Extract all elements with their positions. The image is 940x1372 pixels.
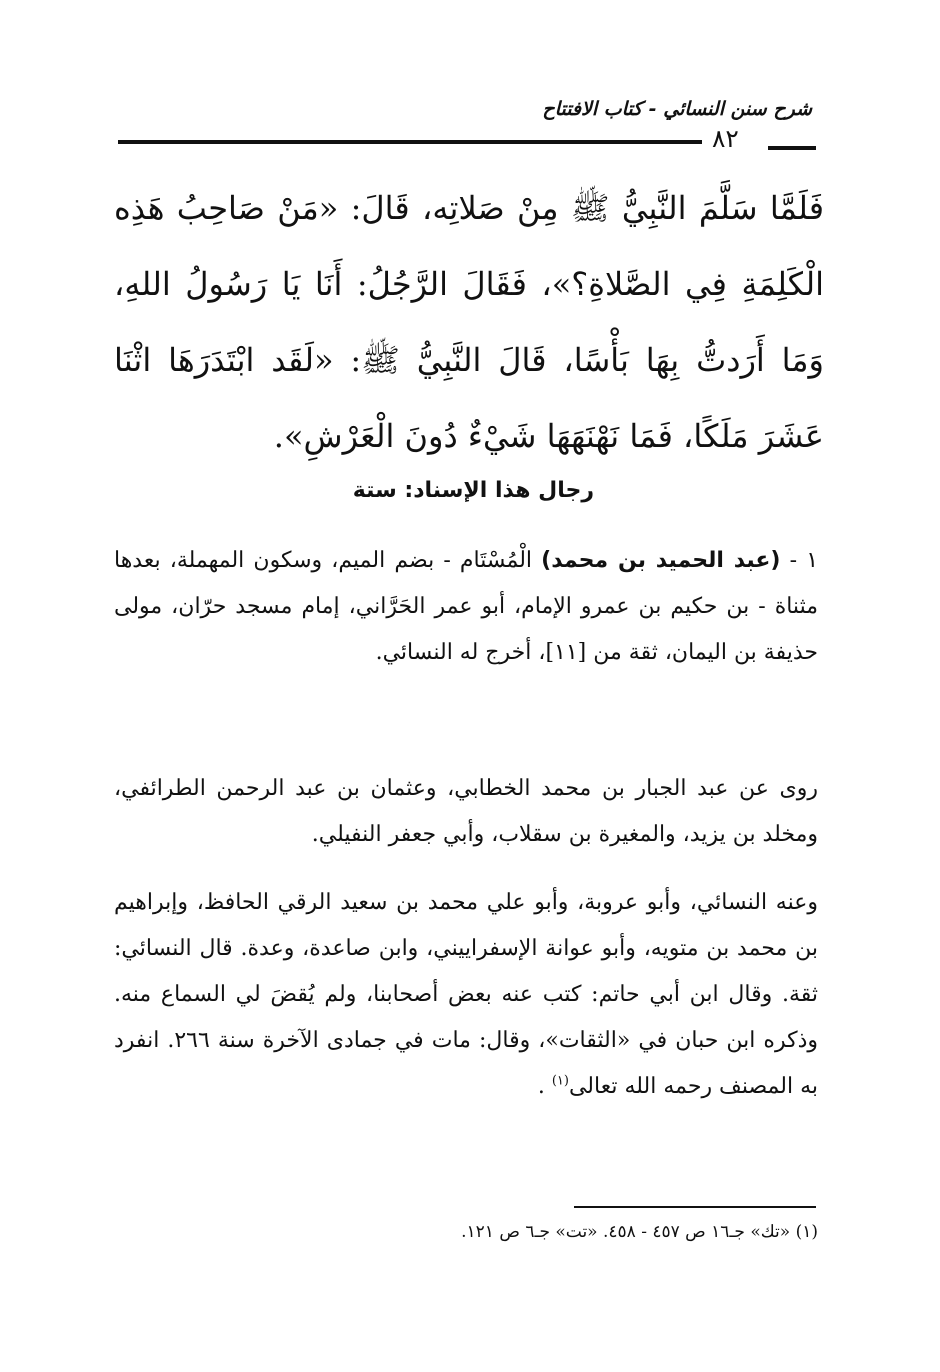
page-number-rule (768, 146, 816, 150)
footnote-rule (574, 1206, 816, 1208)
footnote-reference[interactable]: (١) (551, 1073, 569, 1089)
page-number: ٨٢ (712, 124, 739, 153)
narrator-description: الْمُسْتَام - بضم الميم، وسكون المهملة، بعدها مثناة - بن حكيم بن عمرو الإمام، أبو عمر الحَرَّاني، إمام مسجد حرّان، مولى حذيفة بن اليمان، ثقة من [١١]، أخرج له النسائي. (114, 548, 818, 665)
students-text-end: . (537, 1074, 552, 1099)
header-rule (118, 140, 702, 144)
section-heading: رجال هذا الإسناد: ستة (352, 478, 594, 503)
narrator-number: ١ - (780, 548, 819, 573)
narrator-name: (عبد الحميد بن محمد) (541, 548, 781, 573)
narrator-paragraph (114, 538, 818, 676)
running-head: شرح سنن النسائي - كتاب الافتتاح (542, 98, 812, 120)
students-paragraph (114, 880, 818, 1110)
hadith-text: فَلَمَّا سَلَّمَ النَّبِيُّ ﷺ مِنْ صَلاتِه، قَالَ: «مَنْ صَاحِبُ هَذِه الْكَلِمَةِ فِي الصَّلاةِ؟»، فَقَالَ الرَّجُلُ: أَنَا يَا رَسُولُ اللهِ، وَمَا أَرَدتُّ بِهَا بَأْسًا، قَالَ النَّبِيُّ ﷺ: «لَقَد ابْتَدَرَهَا اثْنَا عَشَرَ مَلَكًا، فَمَا نَهْنَهَهَا شَيْءٌ دُونَ الْعَرْشِ». (114, 189, 824, 455)
teachers-paragraph: روى عن عبد الجبار بن محمد الخطابي، وعثمان بن عبد الرحمن الطرائفي، ومخلد بن يزيد، والمغيرة بن سقلاب، وأبي جعفر النفيلي. (114, 776, 818, 847)
footnote: (١) «تك» جـ١٦ ص ٤٥٧ - ٤٥٨. «تت» جـ٦ ص ١٢١. (461, 1222, 818, 1242)
students-text: وعنه النسائي، وأبو عروبة، وأبو علي محمد بن سعيد الرقي الحافظ، وإبراهيم بن محمد بن متويه، وأبو عوانة الإسفراييني، وابن صاعدة، وعدة. قال النسائي: ثقة. وقال ابن أبي حاتم: كتب عنه بعض أصحابنا، ولم يُقضَ لي السماع منه. وذكره ابن حبان في «الثقات»، وقال: مات في جمادى الآخرة سنة ٢٦٦. انفرد به المصنف رحمه الله تعالى (114, 890, 818, 1099)
